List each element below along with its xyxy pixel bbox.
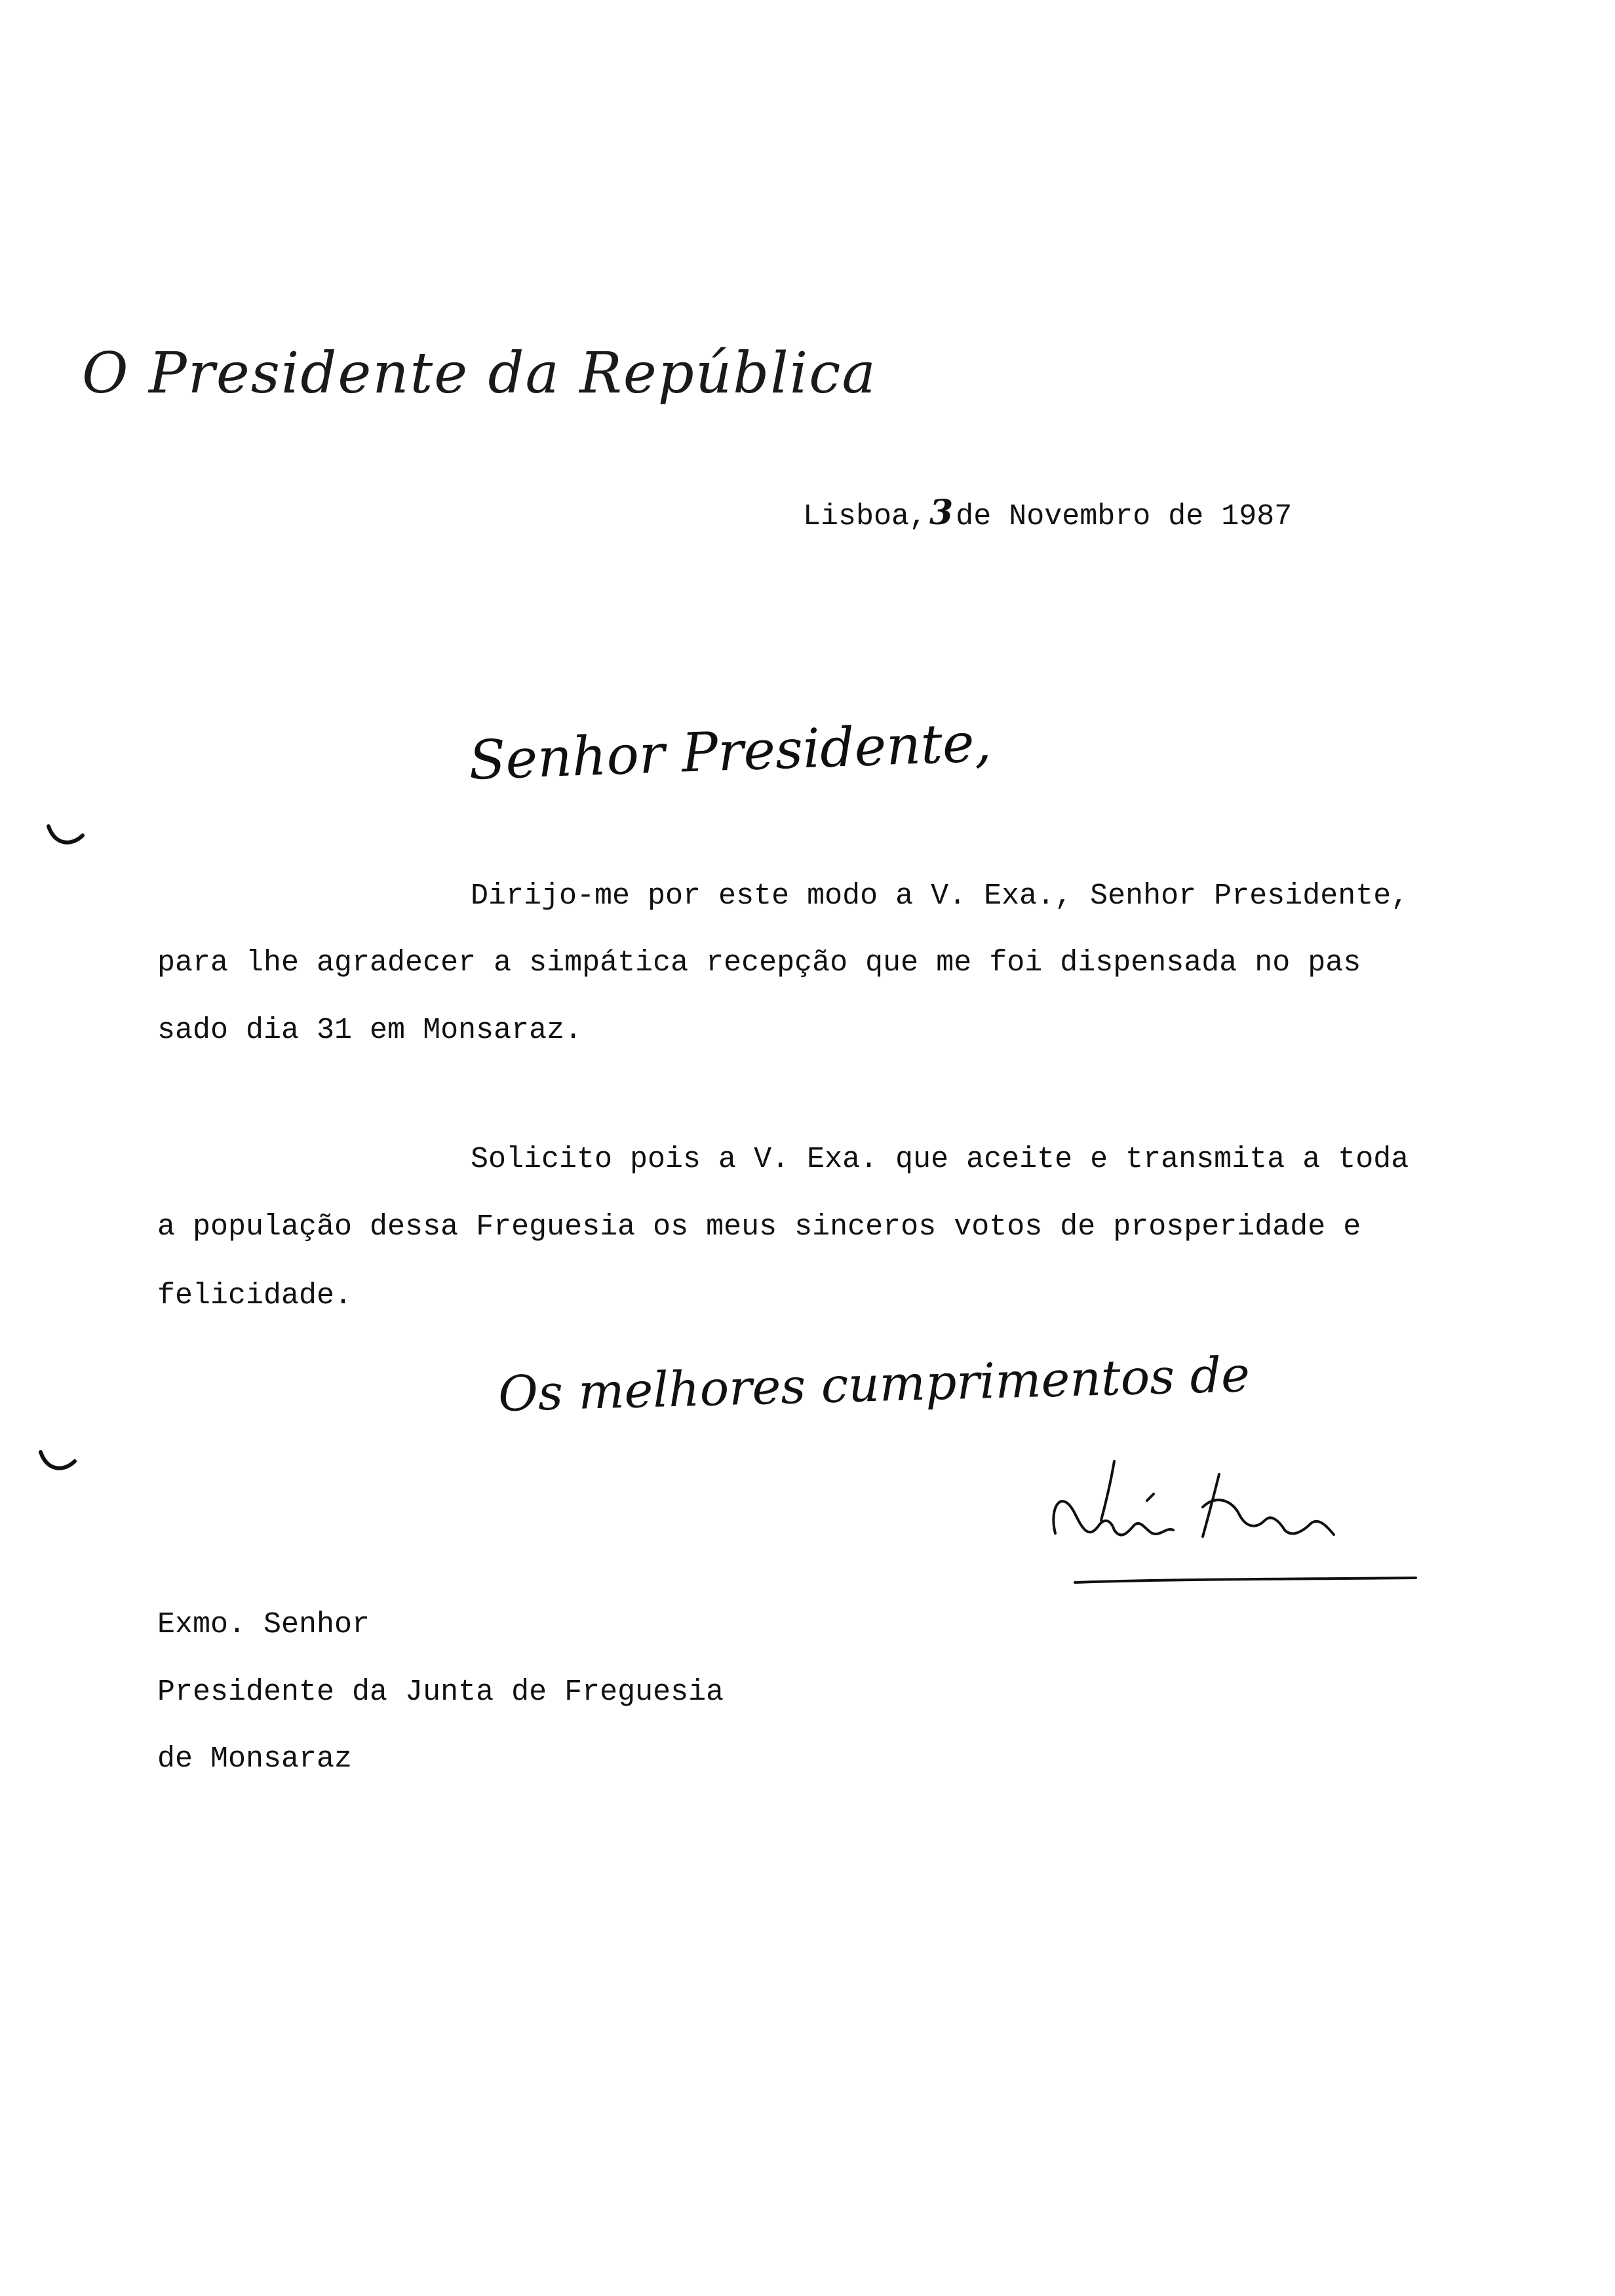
addressee-line-2: Presidente da Junta de Freguesia — [157, 1675, 724, 1709]
paragraph-2-line-2: a população dessa Freguesia os meus sinceros votos de prosperidade e — [157, 1210, 1361, 1244]
signature-mark — [1036, 1448, 1429, 1592]
dateline-day-handwritten: 3 — [929, 493, 954, 533]
paragraph-1-line-3: sado dia 31 em Monsaraz. — [157, 1014, 583, 1047]
addressee-line-1: Exmo. Senhor — [157, 1608, 370, 1641]
paragraph-1-line-1: Dirijo-me por este modo a V. Exa., Senhor Presidente, — [471, 879, 1409, 913]
dateline-prefix: Lisboa, — [803, 500, 927, 533]
paragraph-2-line-1: Solicito pois a V. Exa. que aceite e transmita a toda — [471, 1143, 1409, 1176]
addressee-line-3: de Monsaraz — [157, 1742, 353, 1776]
handwritten-salutation: Senhor Presidente, — [467, 712, 992, 792]
dateline-suffix: de Novembro de 1987 — [956, 500, 1293, 533]
letterhead-title: O Presidente da República — [82, 341, 877, 406]
paragraph-1-line-2: para lhe agradecer a simpática recepção que me foi dispensada no pas — [157, 946, 1361, 980]
dateline — [803, 493, 1292, 533]
binding-mark-icon — [38, 1448, 77, 1474]
handwritten-closing: Os melhores cumprimentos de — [497, 1347, 1251, 1423]
paragraph-2-line-3: felicidade. — [157, 1279, 353, 1312]
binding-mark-icon — [46, 822, 85, 849]
